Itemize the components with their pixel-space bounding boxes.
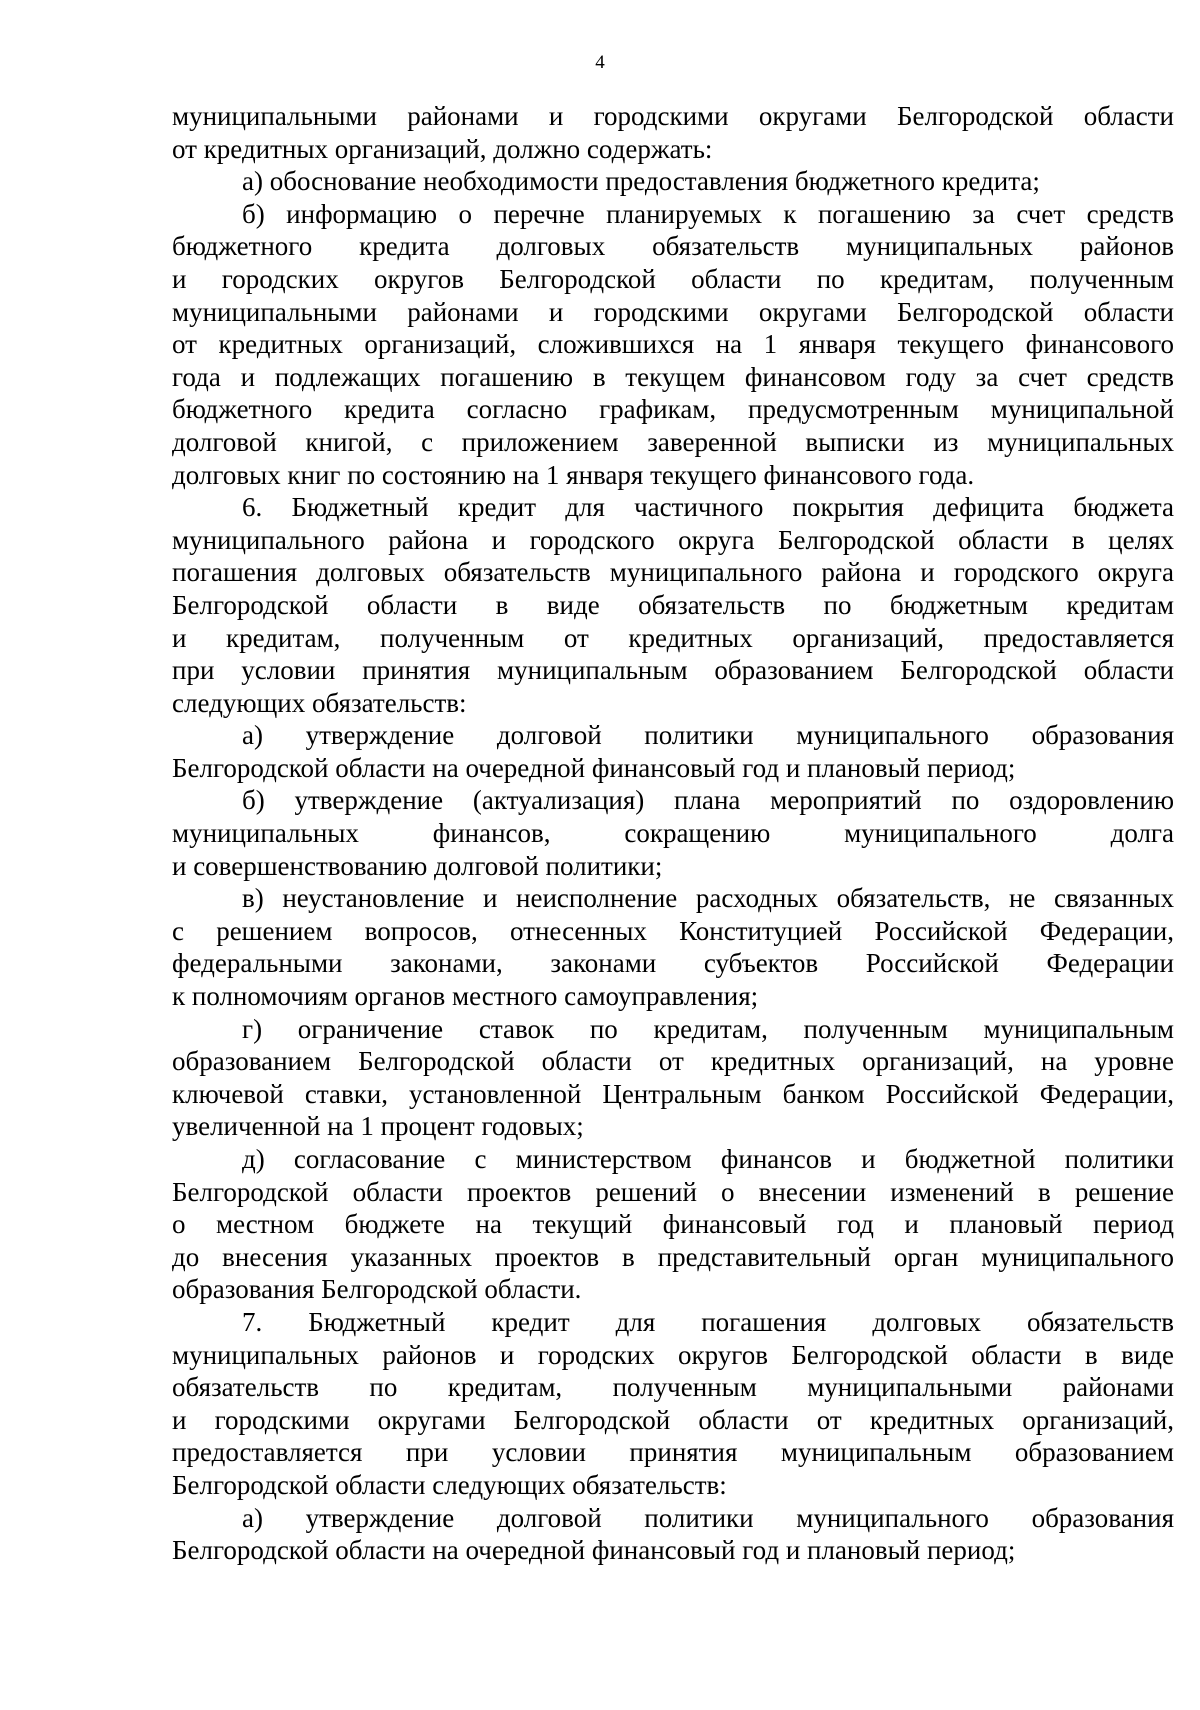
text-line: Белгородской области на очередной финансовый год и плановый период; (172, 1535, 1016, 1566)
text-line: от кредитных организаций, должно содержать: (172, 133, 713, 164)
text-line: муниципальных финансов, сокращению муниципального долга (172, 818, 1174, 849)
paragraph-p0 (172, 100, 1174, 165)
text-line: муниципальными районами и городскими округами Белгородской области (172, 296, 1174, 327)
text-line: бюджетного кредита согласно графикам, предусмотренным муниципальной (172, 394, 1174, 425)
text-line: б) утверждение (актуализация) плана мероприятий по оздоровлению (242, 785, 1174, 816)
paragraph-p9 (172, 1306, 1174, 1502)
text-line: Белгородской области следующих обязательств: (172, 1469, 727, 1500)
text-line: и городских округов Белгородской области по кредитам, полученным (172, 263, 1174, 294)
text-line: муниципальными районами и городскими округами Белгородской области (172, 101, 1174, 131)
text-line: 7. Бюджетный кредит для погашения долговых обязательств (242, 1306, 1174, 1337)
text-line: Белгородской области в виде обязательств по бюджетным кредитам (172, 589, 1174, 620)
text-line: и городскими округами Белгородской области от кредитных организаций, (172, 1404, 1174, 1435)
page-number: 4 (595, 52, 605, 73)
paragraph-p1 (172, 165, 1174, 198)
text-line: г) ограничение ставок по кредитам, полученным муниципальным (242, 1013, 1174, 1044)
paragraph-p3 (172, 491, 1174, 719)
text-line: Белгородской области на очередной финансовый год и плановый период; (172, 752, 1016, 783)
text-line: а) утверждение долговой политики муниципального образования (242, 1502, 1174, 1533)
text-line: муниципальных районов и городских округов Белгородской области в виде (172, 1339, 1174, 1370)
paragraph-p10 (172, 1502, 1174, 1567)
text-line: а) обоснование необходимости предоставления бюджетного кредита; (242, 166, 1040, 197)
text-line: от кредитных организаций, сложившихся на 1 января текущего финансового (172, 329, 1174, 360)
text-line: года и подлежащих погашению в текущем финансовом году за счет средств (172, 361, 1174, 392)
text-line: муниципального района и городского округа Белгородской области в целях (172, 524, 1174, 555)
paragraph-p8 (172, 1143, 1174, 1306)
text-line: к полномочиям органов местного самоуправления; (172, 981, 759, 1012)
text-line: увеличенной на 1 процент годовых; (172, 1111, 584, 1142)
text-line: образованием Белгородской области от кредитных организаций, на уровне (172, 1046, 1174, 1077)
paragraph-p2 (172, 198, 1174, 491)
text-line: погашения долговых обязательств муниципального района и городского округа (172, 557, 1174, 588)
text-line: ключевой ставки, установленной Центральным банком Российской Федерации, (172, 1078, 1174, 1109)
text-line: в) неустановление и неисполнение расходных обязательств, не связанных (242, 883, 1174, 914)
text-line: Белгородской области проектов решений о внесении изменений в решение (172, 1176, 1174, 1207)
paragraph-p6 (172, 882, 1174, 1012)
text-line: о местном бюджете на текущий финансовый год и плановый период (172, 1209, 1174, 1240)
text-line: и кредитам, полученным от кредитных организаций, предоставляется (172, 622, 1174, 653)
text-line: бюджетного кредита долговых обязательств муниципальных районов (172, 231, 1174, 262)
text-line: д) согласование с министерством финансов и бюджетной политики (242, 1144, 1174, 1174)
paragraph-p7 (172, 1013, 1174, 1143)
text-line: 6. Бюджетный кредит для частичного покрытия дефицита бюджета (242, 492, 1174, 523)
text-line: следующих обязательств: (172, 687, 467, 718)
document-body (172, 100, 1174, 1567)
text-line: при условии принятия муниципальным образованием Белгородской области (172, 655, 1174, 686)
text-line: с решением вопросов, отнесенных Конституцией Российской Федерации, (172, 915, 1174, 946)
text-line: предоставляется при условии принятия муниципальным образованием (172, 1437, 1174, 1468)
text-line: б) информацию о перечне планируемых к погашению за счет средств (242, 198, 1174, 229)
paragraph-p5 (172, 784, 1174, 882)
text-line: долговых книг по состоянию на 1 января текущего финансового года. (172, 459, 975, 490)
text-line: федеральными законами, законами субъектов Российской Федерации (172, 948, 1174, 979)
text-line: а) утверждение долговой политики муниципального образования (242, 720, 1174, 751)
text-line: образования Белгородской области. (172, 1274, 582, 1305)
paragraph-p4 (172, 719, 1174, 784)
text-line: до внесения указанных проектов в представительный орган муниципального (172, 1241, 1174, 1272)
text-line: обязательств по кредитам, полученным муниципальными районами (172, 1372, 1174, 1403)
text-line: и совершенствованию долговой политики; (172, 850, 663, 881)
text-line: долговой книгой, с приложением заверенной выписки из муниципальных (172, 426, 1174, 457)
